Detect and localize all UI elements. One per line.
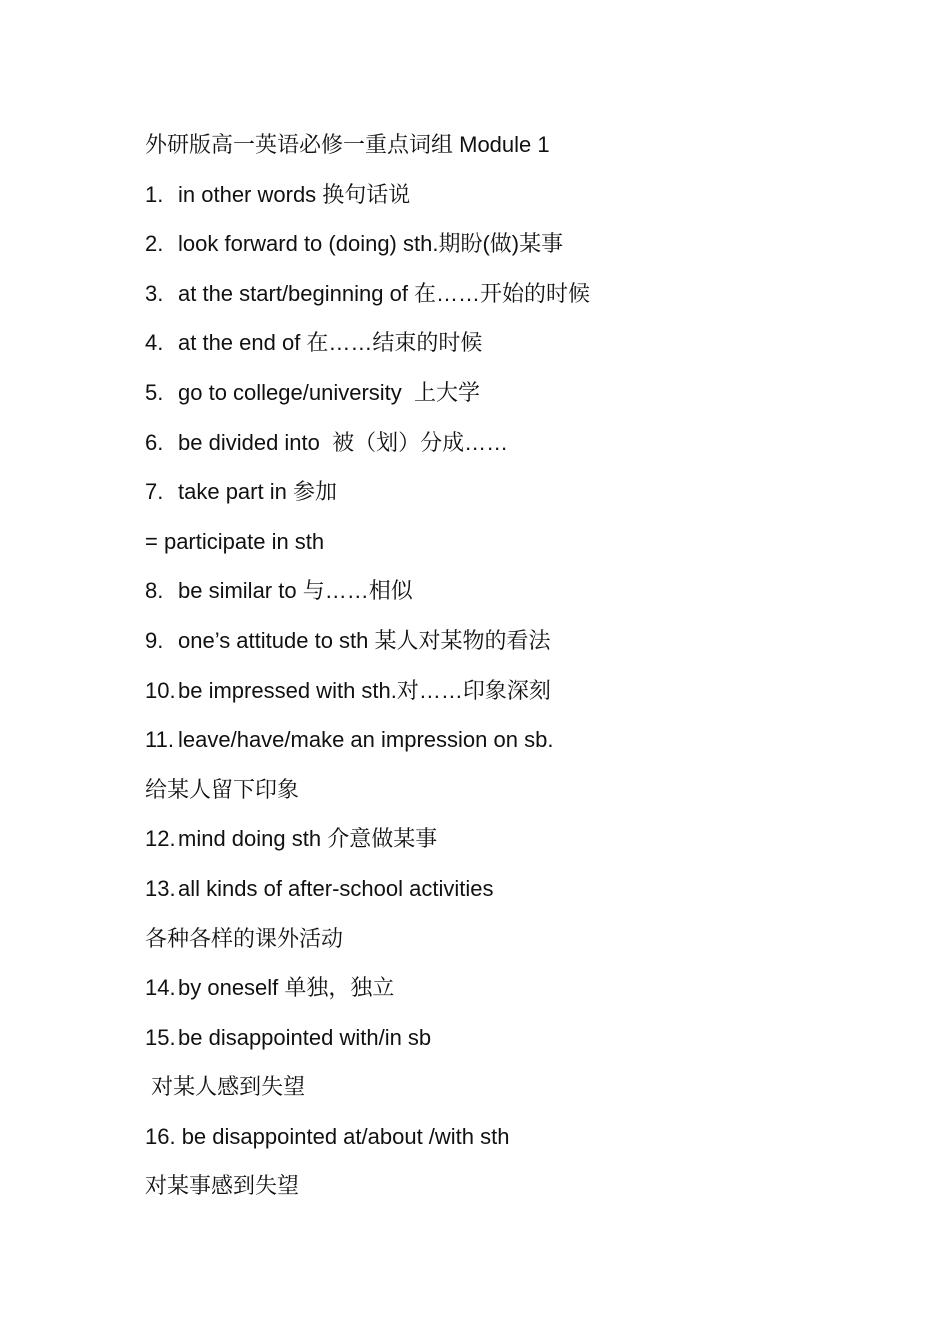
item-text: take part in 参加: [178, 479, 337, 505]
phrase-item: [145, 1023, 865, 1053]
item-number: 6.: [145, 429, 164, 455]
item-number: 5.: [145, 379, 164, 405]
phrase-item: [145, 576, 865, 606]
item-number: 14.: [145, 975, 176, 1001]
item-number: 1.: [145, 181, 164, 207]
phrase-continuation: [145, 1072, 865, 1102]
phrase-item: [145, 428, 865, 458]
item-number: 15.: [145, 1024, 176, 1050]
phrase-item: [145, 874, 865, 904]
item-number: 4.: [145, 330, 164, 356]
item-number: 10.: [145, 677, 176, 703]
phrase-continuation: [145, 527, 865, 557]
item-text: be impressed with sth.对……印象深刻: [178, 677, 551, 703]
phrase-item: [145, 279, 865, 309]
item-text: leave/have/make an impression on sb.: [178, 727, 554, 753]
item-number: 3.: [145, 280, 164, 306]
item-text: be similar to 与……相似: [178, 578, 413, 604]
phrase-item: [145, 180, 865, 210]
item-text: be disappointed with/in sb: [178, 1024, 432, 1050]
phrase-item: [145, 973, 865, 1003]
phrase-item: [145, 477, 865, 507]
item-text: mind doing sth 介意做某事: [178, 826, 438, 852]
item-text: 给某人留下印象: [145, 776, 300, 802]
item-text: at the start/beginning of 在……开始的时候: [178, 280, 591, 306]
item-number: 7.: [145, 479, 164, 505]
item-text: be divided into 被（划）分成……: [178, 429, 509, 455]
phrase-item: [145, 676, 865, 706]
phrase-item: [145, 229, 865, 259]
title-text: 外研版高一英语必修一重点词组 Module 1: [145, 132, 550, 157]
document-content: [145, 130, 865, 1221]
item-text: one’s attitude to sth 某人对某物的看法: [178, 627, 551, 653]
phrase-item: [145, 725, 865, 755]
item-text: in other words 换句话说: [178, 181, 411, 207]
phrase-continuation: [145, 775, 865, 805]
phrase-item: [145, 378, 865, 408]
item-number: 2.: [145, 231, 164, 257]
item-text: 对某事感到失望: [145, 1173, 300, 1199]
item-number: 9.: [145, 627, 164, 653]
item-text: by oneself 单独，独立: [178, 975, 395, 1001]
phrase-item: [145, 328, 865, 358]
phrase-item: [145, 824, 865, 854]
item-number: 8.: [145, 578, 164, 604]
item-text: 16. be disappointed at/about /with sth: [145, 1123, 510, 1149]
item-text: look forward to (doing) sth.期盼(做)某事: [178, 231, 564, 257]
item-text: all kinds of after-school activities: [178, 875, 494, 901]
phrase-continuation: [145, 924, 865, 954]
item-number: 12.: [145, 826, 176, 852]
item-text: at the end of 在……结束的时候: [178, 330, 483, 356]
phrase-continuation: [145, 1171, 865, 1201]
item-number: 13.: [145, 875, 176, 901]
item-text: 对某人感到失望: [145, 1074, 306, 1100]
item-text: = participate in sth: [145, 528, 325, 554]
document-title: [145, 130, 865, 160]
phrase-item: [145, 626, 865, 656]
phrase-item-inline-number: [145, 1122, 865, 1152]
item-text: 各种各样的课外活动: [145, 925, 344, 951]
item-number: 11.: [145, 727, 174, 753]
item-text: go to college/university 上大学: [178, 379, 481, 405]
